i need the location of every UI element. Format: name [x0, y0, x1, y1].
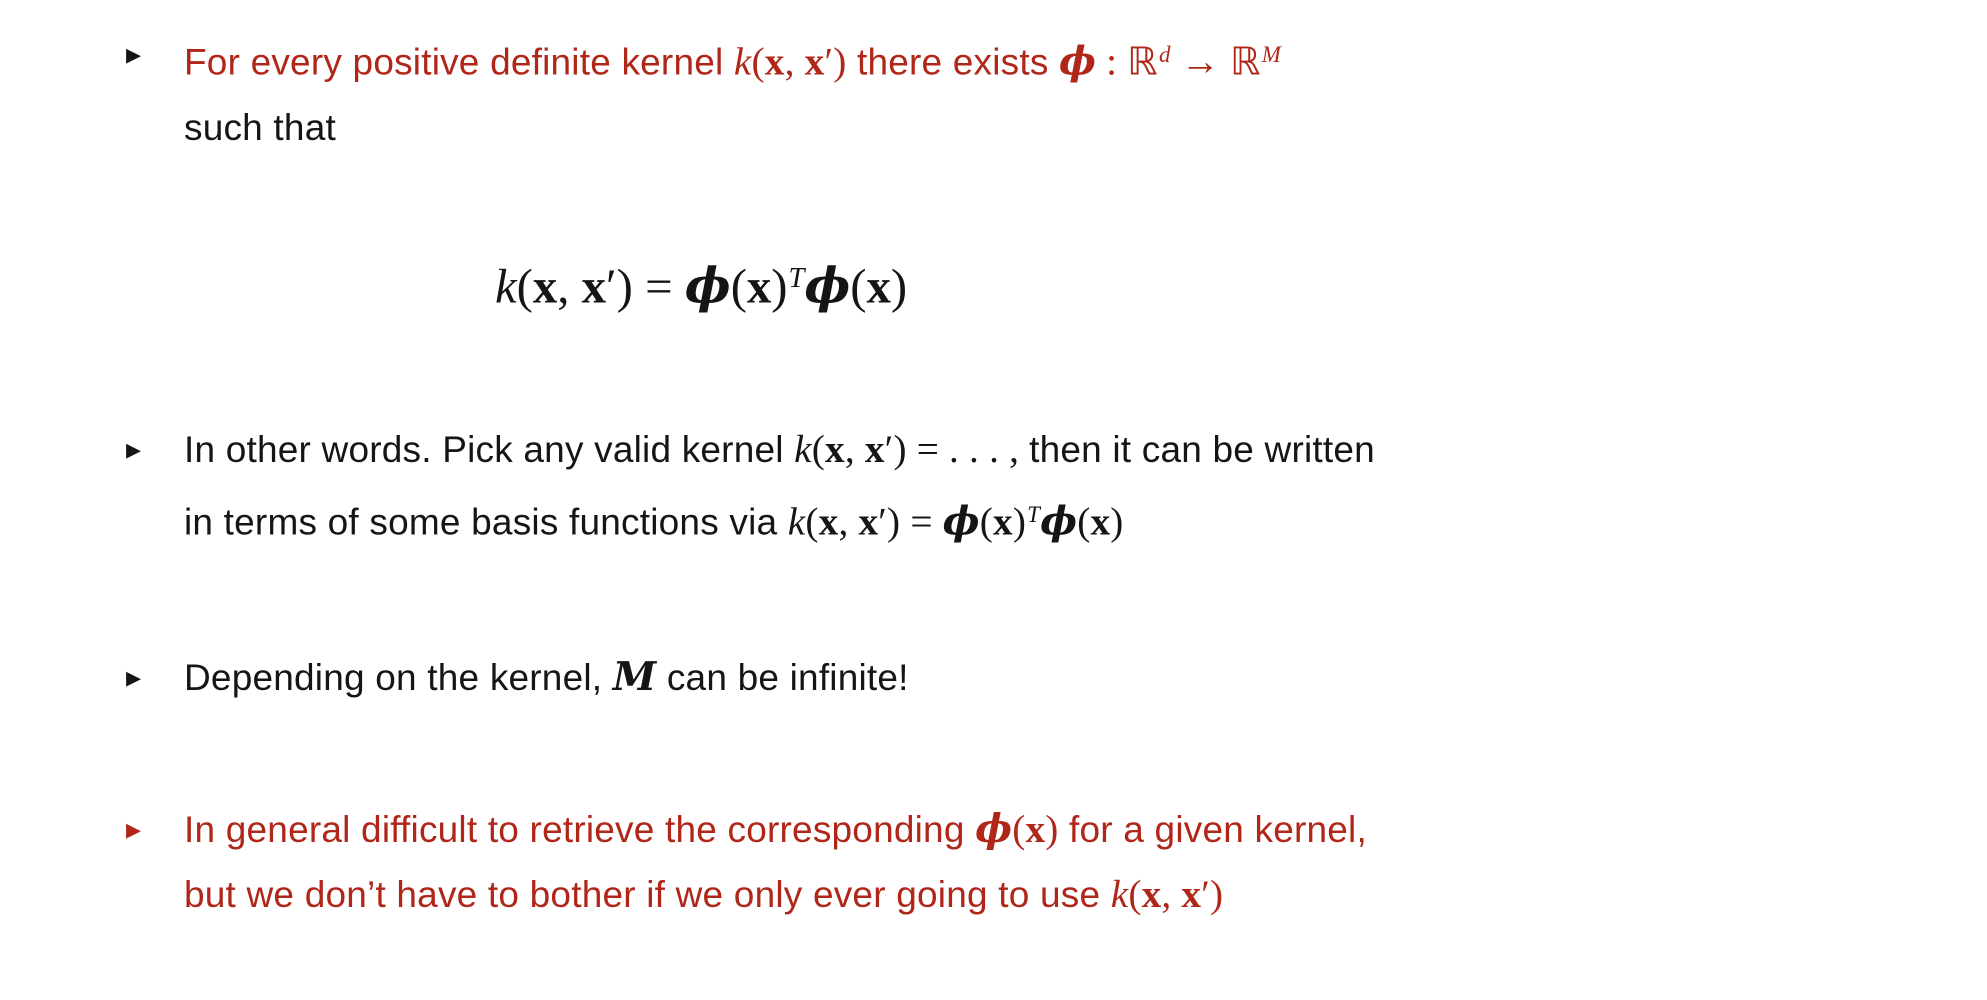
math-run: x: [1090, 500, 1111, 544]
math-run: ′): [1201, 873, 1224, 916]
math-run: (: [979, 500, 994, 544]
math-run: →: [1170, 40, 1231, 84]
math-run: x: [804, 40, 825, 84]
text-run: but we don’t have to bother if we only ever going to use: [184, 874, 1111, 915]
bullet-content: [184, 22, 1281, 160]
math-run: x: [764, 40, 785, 84]
math-run: ℝ: [1230, 39, 1261, 85]
math-run: ): [1012, 500, 1027, 544]
math-run: ,: [1161, 873, 1182, 916]
math-run: ϕ: [684, 257, 731, 315]
math-run: ϕ: [804, 257, 851, 315]
bullet-item-feature-map-existence: [126, 22, 1947, 160]
bullet-text-line: [184, 417, 1375, 482]
math-run: k: [787, 500, 806, 544]
bullet-item-kernel-can-be-written: [126, 417, 1947, 555]
math-run: x: [866, 259, 891, 314]
math-run: ℝ: [1127, 39, 1158, 85]
math-run: (: [805, 500, 819, 544]
math-run: :: [1096, 40, 1128, 84]
bullet-text-line: [184, 797, 1367, 862]
text-run: In general difficult to retrieve the corresponding: [184, 809, 976, 850]
math-run: x: [864, 428, 885, 471]
math-run: (: [850, 259, 867, 314]
math-run: x: [825, 428, 845, 471]
bullet-content: [184, 797, 1367, 927]
math-run: ): [1045, 808, 1059, 851]
math-run: ′): [824, 40, 847, 84]
math-run: x: [993, 500, 1013, 544]
bullet-item-difficult-to-retrieve-phi: [126, 797, 1947, 927]
bullet-item-m-can-be-infinite: [126, 645, 1947, 710]
math-run: (: [751, 40, 765, 84]
math-run: (: [516, 259, 533, 314]
math-run: ′): [878, 500, 911, 544]
math-run: M: [612, 654, 657, 700]
text-run: Depending on the kernel,: [184, 657, 613, 698]
text-run: for a given kernel,: [1058, 809, 1367, 850]
math-run: =: [645, 259, 685, 314]
math-run: ,: [838, 500, 859, 544]
math-run: x: [858, 500, 879, 544]
bullet-triangle-icon: ▸: [126, 812, 142, 847]
bullet-triangle-icon: ▸: [126, 37, 142, 72]
text-run: then it can be written: [1029, 429, 1375, 470]
math-run: (: [811, 428, 826, 471]
math-run: ): [1110, 500, 1124, 544]
bullet-triangle-icon: ▸: [126, 660, 142, 695]
math-run: x: [1181, 873, 1202, 916]
math-run: d: [1158, 42, 1171, 67]
text-run: such that: [184, 106, 336, 148]
math-run: ): [771, 259, 788, 314]
bullet-content: [184, 645, 909, 710]
text-run: there exists: [846, 41, 1060, 83]
bullet-content: [184, 417, 1375, 555]
math-run: x: [1025, 808, 1046, 851]
math-run: (: [1012, 808, 1026, 851]
math-run: ,: [557, 259, 582, 314]
math-run: x: [581, 259, 606, 314]
math-run: ϕ: [942, 498, 980, 545]
bullet-triangle-icon: ▸: [126, 432, 142, 467]
math-run: ,: [784, 40, 805, 84]
math-run: =: [910, 500, 943, 544]
math-run: = . . . ,: [906, 428, 1030, 471]
math-run: (: [730, 259, 747, 314]
math-run: x: [746, 259, 772, 314]
text-run: in terms of some basis functions via: [184, 501, 788, 543]
bullet-text-line: [184, 862, 1367, 927]
math-run: ): [890, 259, 908, 314]
bullet-text-line: [184, 95, 1281, 160]
math-run: ′): [884, 428, 907, 471]
math-run: T: [1027, 502, 1041, 527]
math-run: (: [1128, 873, 1142, 916]
bullet-text-line: [184, 645, 909, 710]
math-run: ′): [606, 259, 646, 314]
math-run: x: [1141, 873, 1162, 916]
math-run: x: [532, 259, 558, 314]
bullet-text-line: [184, 482, 1375, 555]
math-run: ϕ: [1040, 498, 1078, 545]
math-run: k: [794, 428, 812, 471]
math-run: x: [818, 500, 839, 544]
math-run: T: [788, 263, 805, 294]
display-equation-kernel-inner-product: [495, 246, 907, 320]
math-run: ,: [844, 428, 865, 471]
math-run: k: [733, 40, 752, 84]
text-run: can be infinite!: [656, 657, 909, 698]
text-run: In other words. Pick any valid kernel: [184, 429, 795, 470]
math-run: ϕ: [975, 806, 1013, 852]
math-run: k: [495, 259, 517, 314]
math-run: ϕ: [1059, 38, 1097, 85]
math-run: M: [1261, 42, 1282, 67]
math-run: k: [1110, 873, 1129, 916]
math-run: (: [1077, 500, 1091, 544]
text-run: For every positive definite kernel: [184, 41, 734, 83]
bullet-text-line: [184, 22, 1281, 95]
